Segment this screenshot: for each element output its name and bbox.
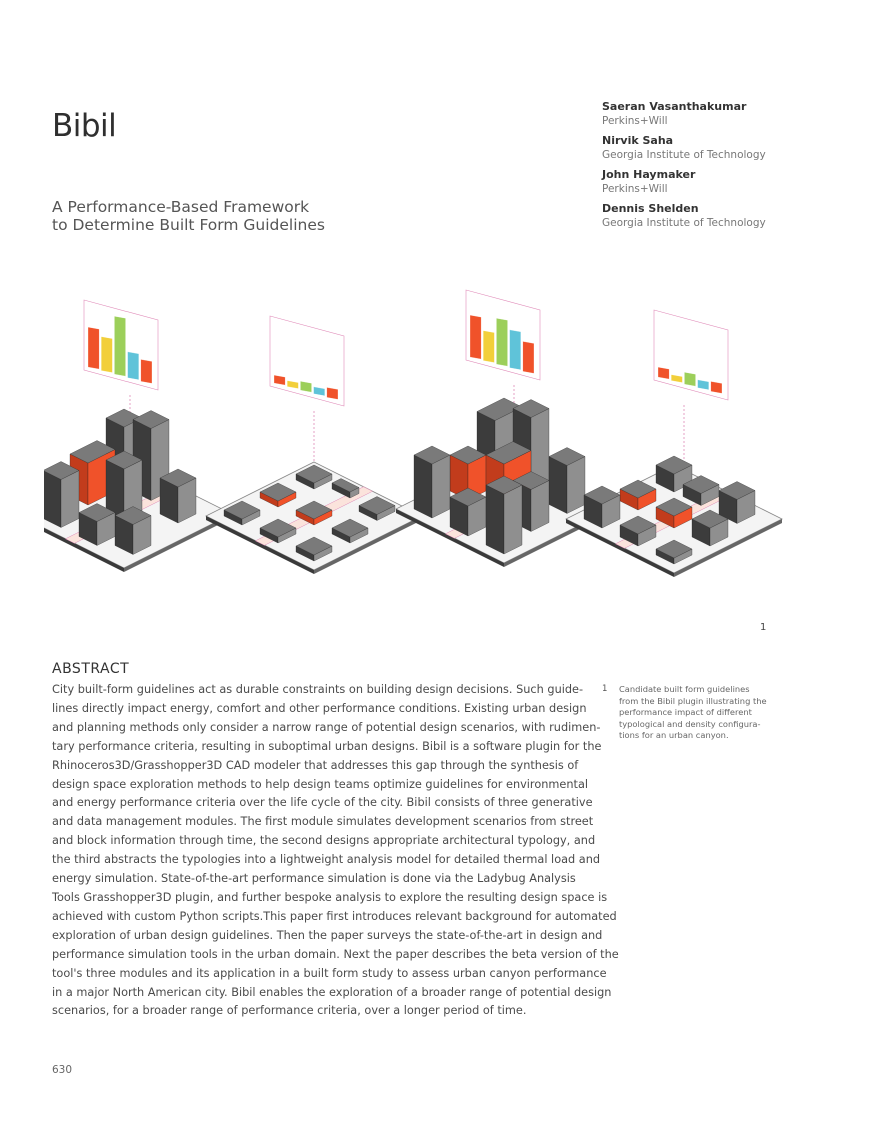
analysis-bar <box>470 315 481 359</box>
analysis-bar <box>88 327 99 369</box>
author-name: Nirvik Saha <box>602 134 674 147</box>
caption-line: tions for an urban canyon. <box>619 730 729 741</box>
abstract-line: and planning methods only consider a narrow range of potential design scenarios, with rudimen- <box>52 720 601 734</box>
paper-title: Bibil <box>52 108 117 144</box>
abstract-heading: ABSTRACT <box>52 661 130 677</box>
building-face <box>567 457 585 514</box>
subtitle-line: to Determine Built Form Guidelines <box>52 216 325 234</box>
figure-1-illustration <box>44 280 834 610</box>
analysis-bar <box>114 316 125 376</box>
abstract-body <box>52 681 619 1021</box>
building-face <box>486 485 504 554</box>
building-face <box>44 471 61 528</box>
analysis-bar <box>523 341 534 373</box>
caption-line: Candidate built form guidelines <box>619 684 750 694</box>
abstract-line: City built-form guidelines act as durable constraints on building design decisions. Such guide- <box>52 683 584 696</box>
abstract-line: and data management modules. The first module simulates development scenarios from street <box>52 815 594 829</box>
abstract-line: and block information through time, the second designs appropriate architectural typology, and <box>52 834 596 848</box>
abstract-line: performance simulation tools in the urban domain. Next the paper describes the beta version of the <box>52 947 619 961</box>
caption-line: from the Bibil plugin illustrating the <box>619 695 767 706</box>
analysis-bar <box>698 380 709 390</box>
paper-subtitle <box>52 198 372 234</box>
analysis-bar <box>671 375 682 383</box>
author-affiliation: Georgia Institute of Technology <box>602 149 766 161</box>
building-face <box>414 455 432 518</box>
abstract-line: design space exploration methods to help design teams optimize guidelines for environmental <box>52 777 589 791</box>
abstract-line: Tools Grasshopper3D plugin, and further bespoke analysis to explore the resulting design space is <box>52 890 608 904</box>
author-name: John Haymaker <box>602 168 696 181</box>
abstract-line: exploration of urban design guidelines. Then the paper surveys the state-of-the-art in design and <box>52 928 603 942</box>
abstract-line: tary performance criteria, resulting in suboptimal urban designs. Bibil is a software plugin for the <box>52 739 602 753</box>
caption-line: typological and density configura- <box>619 718 761 729</box>
analysis-bar <box>287 381 298 389</box>
abstract-line: Rhinoceros3D/Grasshopper3D CAD modeler that addresses this gap through the synthesis of <box>52 758 579 772</box>
abstract-line: lines directly impact energy, comfort and other performance conditions. Existing urban design <box>52 701 587 715</box>
analysis-bar <box>327 387 338 399</box>
building-face <box>432 455 450 518</box>
abstract-line: energy simulation. State-of-the-art performance simulation is done via the Ladybug Analysis <box>52 872 576 886</box>
abstract-line: tool's three modules and its application in a built form study to assess urban canyon performance <box>52 966 607 980</box>
analysis-bar <box>684 372 695 386</box>
page-number: 630 <box>52 1064 73 1076</box>
author-entry <box>602 134 842 162</box>
author-affiliation: Perkins+Will <box>602 183 668 195</box>
author-entry <box>602 168 842 196</box>
analysis-bar <box>141 359 152 383</box>
analysis-bar <box>101 337 112 373</box>
caption-text <box>619 684 794 742</box>
caption-line: performance impact of different <box>619 707 752 718</box>
building-face <box>549 457 567 514</box>
abstract-line: in a major North American city. Bibil enables the exploration of a broader range of potential design <box>52 985 612 999</box>
analysis-bar <box>274 375 285 385</box>
figure-number: 1 <box>760 622 767 633</box>
subtitle-line: A Performance-Based Framework <box>52 198 310 216</box>
author-list <box>602 100 842 236</box>
analysis-bar <box>314 387 325 396</box>
author-name: Saeran Vasanthakumar <box>602 100 747 113</box>
building-face <box>61 471 79 528</box>
author-entry <box>602 202 842 230</box>
abstract-line: scenarios, for a broader range of performance criteria, over a longer period of time. <box>52 1004 527 1018</box>
author-affiliation: Perkins+Will <box>602 115 668 127</box>
analysis-bar <box>483 331 494 363</box>
urban-canyon-diagrams <box>44 280 834 610</box>
analysis-bar <box>128 352 139 380</box>
author-entry <box>602 100 842 128</box>
caption-number: 1 <box>602 684 608 694</box>
abstract-line: and energy performance criteria over the life cycle of the city. Bibil consists of three generative <box>52 796 593 810</box>
abstract-line: the third abstracts the typologies into a lightweight analysis model for detailed thermal load and <box>52 853 601 867</box>
author-affiliation: Georgia Institute of Technology <box>602 217 766 229</box>
analysis-bar <box>496 318 507 366</box>
analysis-bar <box>300 381 311 392</box>
building-face <box>504 485 522 554</box>
analysis-bar <box>658 367 669 379</box>
analysis-bar <box>510 330 521 370</box>
author-name: Dennis Shelden <box>602 202 699 215</box>
analysis-bar <box>711 381 722 393</box>
abstract-line: achieved with custom Python scripts.This paper first introduces relevant background for automated <box>52 909 617 923</box>
